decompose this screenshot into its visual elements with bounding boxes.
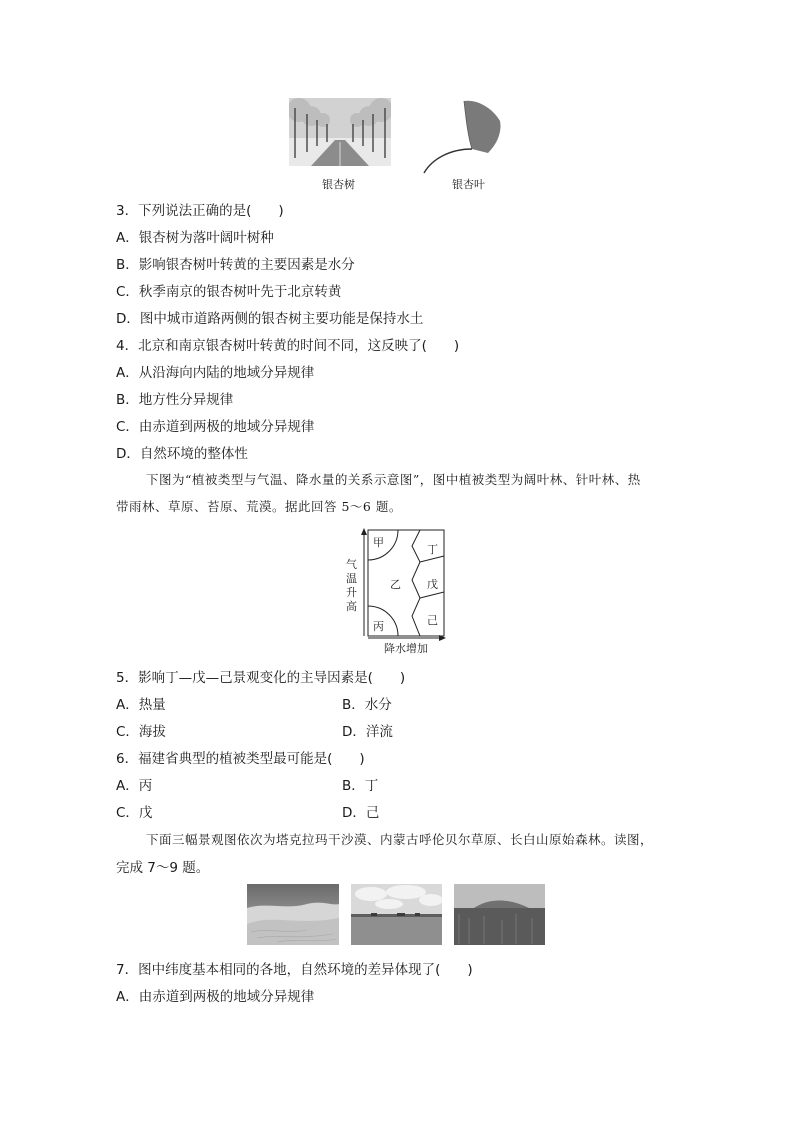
vegetation-climate-diagram (340, 526, 450, 656)
q7-stem: 7．图中纬度基本相同的各地，自然环境的差异体现了( ) (116, 962, 473, 978)
y-axis-char-3: 升 (346, 586, 357, 599)
ginkgo-leaf-image (420, 97, 505, 175)
q6-stem: 6．福建省典型的植被类型最可能是( ) (116, 751, 365, 767)
q4-stem: 4．北京和南京银杏树叶转黄的时间不同，这反映了( ) (116, 338, 460, 354)
forest-landscape-photo (454, 884, 545, 945)
intro-5-6-line1: 下图为“植被类型与气温、降水量的关系示意图”，图中植被类型为阔叶林、针叶林、热 (146, 472, 641, 487)
region-jia-label: 甲 (373, 536, 384, 549)
region-wu-label: 戊 (427, 578, 438, 591)
ginkgo-tree-caption: 银杏树 (322, 178, 355, 191)
q7-option-a: A．由赤道到两极的地域分异规律 (116, 989, 315, 1005)
y-axis-char-4: 高 (346, 600, 357, 613)
q5-option-a: A．热量 (116, 697, 166, 713)
q3-option-c: C．秋季南京的银杏树叶先于北京转黄 (116, 284, 342, 300)
region-bing-label: 丙 (373, 620, 384, 633)
intro-7-9-line2: 完成 7～9 题。 (116, 860, 210, 876)
q3-stem: 3．下列说法正确的是( ) (116, 203, 284, 219)
q3-option-d: D．图中城市道路两侧的银杏树主要功能是保持水土 (116, 311, 424, 327)
grassland-landscape-photo (351, 884, 442, 945)
q5-option-b: B．水分 (342, 697, 392, 713)
q6-option-b: B．丁 (342, 778, 379, 794)
q6-option-a: A．丙 (116, 778, 153, 794)
x-axis-label: 降水增加 (384, 642, 428, 655)
q6-option-c: C．戊 (116, 805, 153, 821)
region-ding-label: 丁 (427, 543, 438, 556)
q3-option-b: B．影响银杏树叶转黄的主要因素是水分 (116, 257, 355, 273)
y-axis-char-2: 温 (346, 572, 357, 585)
region-ji-label: 己 (427, 614, 438, 627)
region-yi-label: 乙 (390, 578, 401, 591)
q4-option-c: C．由赤道到两极的地域分异规律 (116, 419, 315, 435)
intro-7-9-line1: 下面三幅景观图依次为塔克拉玛干沙漠、内蒙古呼伦贝尔草原、长白山原始森林。读图， (146, 832, 654, 847)
desert-landscape-photo (247, 884, 339, 945)
q4-option-b: B．地方性分异规律 (116, 392, 234, 408)
q5-stem: 5．影响丁—戊—己景观变化的主导因素是( ) (116, 670, 406, 686)
q4-option-d: D．自然环境的整体性 (116, 446, 248, 462)
q6-option-d: D．己 (342, 805, 380, 821)
ginkgo-avenue-photo (289, 98, 391, 166)
intro-5-6-line2: 带雨林、草原、苔原、荒漠。据此回答 5～6 题。 (116, 499, 402, 514)
ginkgo-leaf-caption: 银杏叶 (452, 178, 485, 191)
y-axis-char-1: 气 (346, 558, 357, 571)
q5-option-d: D．洋流 (342, 724, 393, 740)
q5-option-c: C．海拔 (116, 724, 166, 740)
q4-option-a: A．从沿海向内陆的地域分异规律 (116, 365, 315, 381)
q3-option-a: A．银杏树为落叶阔叶树种 (116, 230, 274, 246)
